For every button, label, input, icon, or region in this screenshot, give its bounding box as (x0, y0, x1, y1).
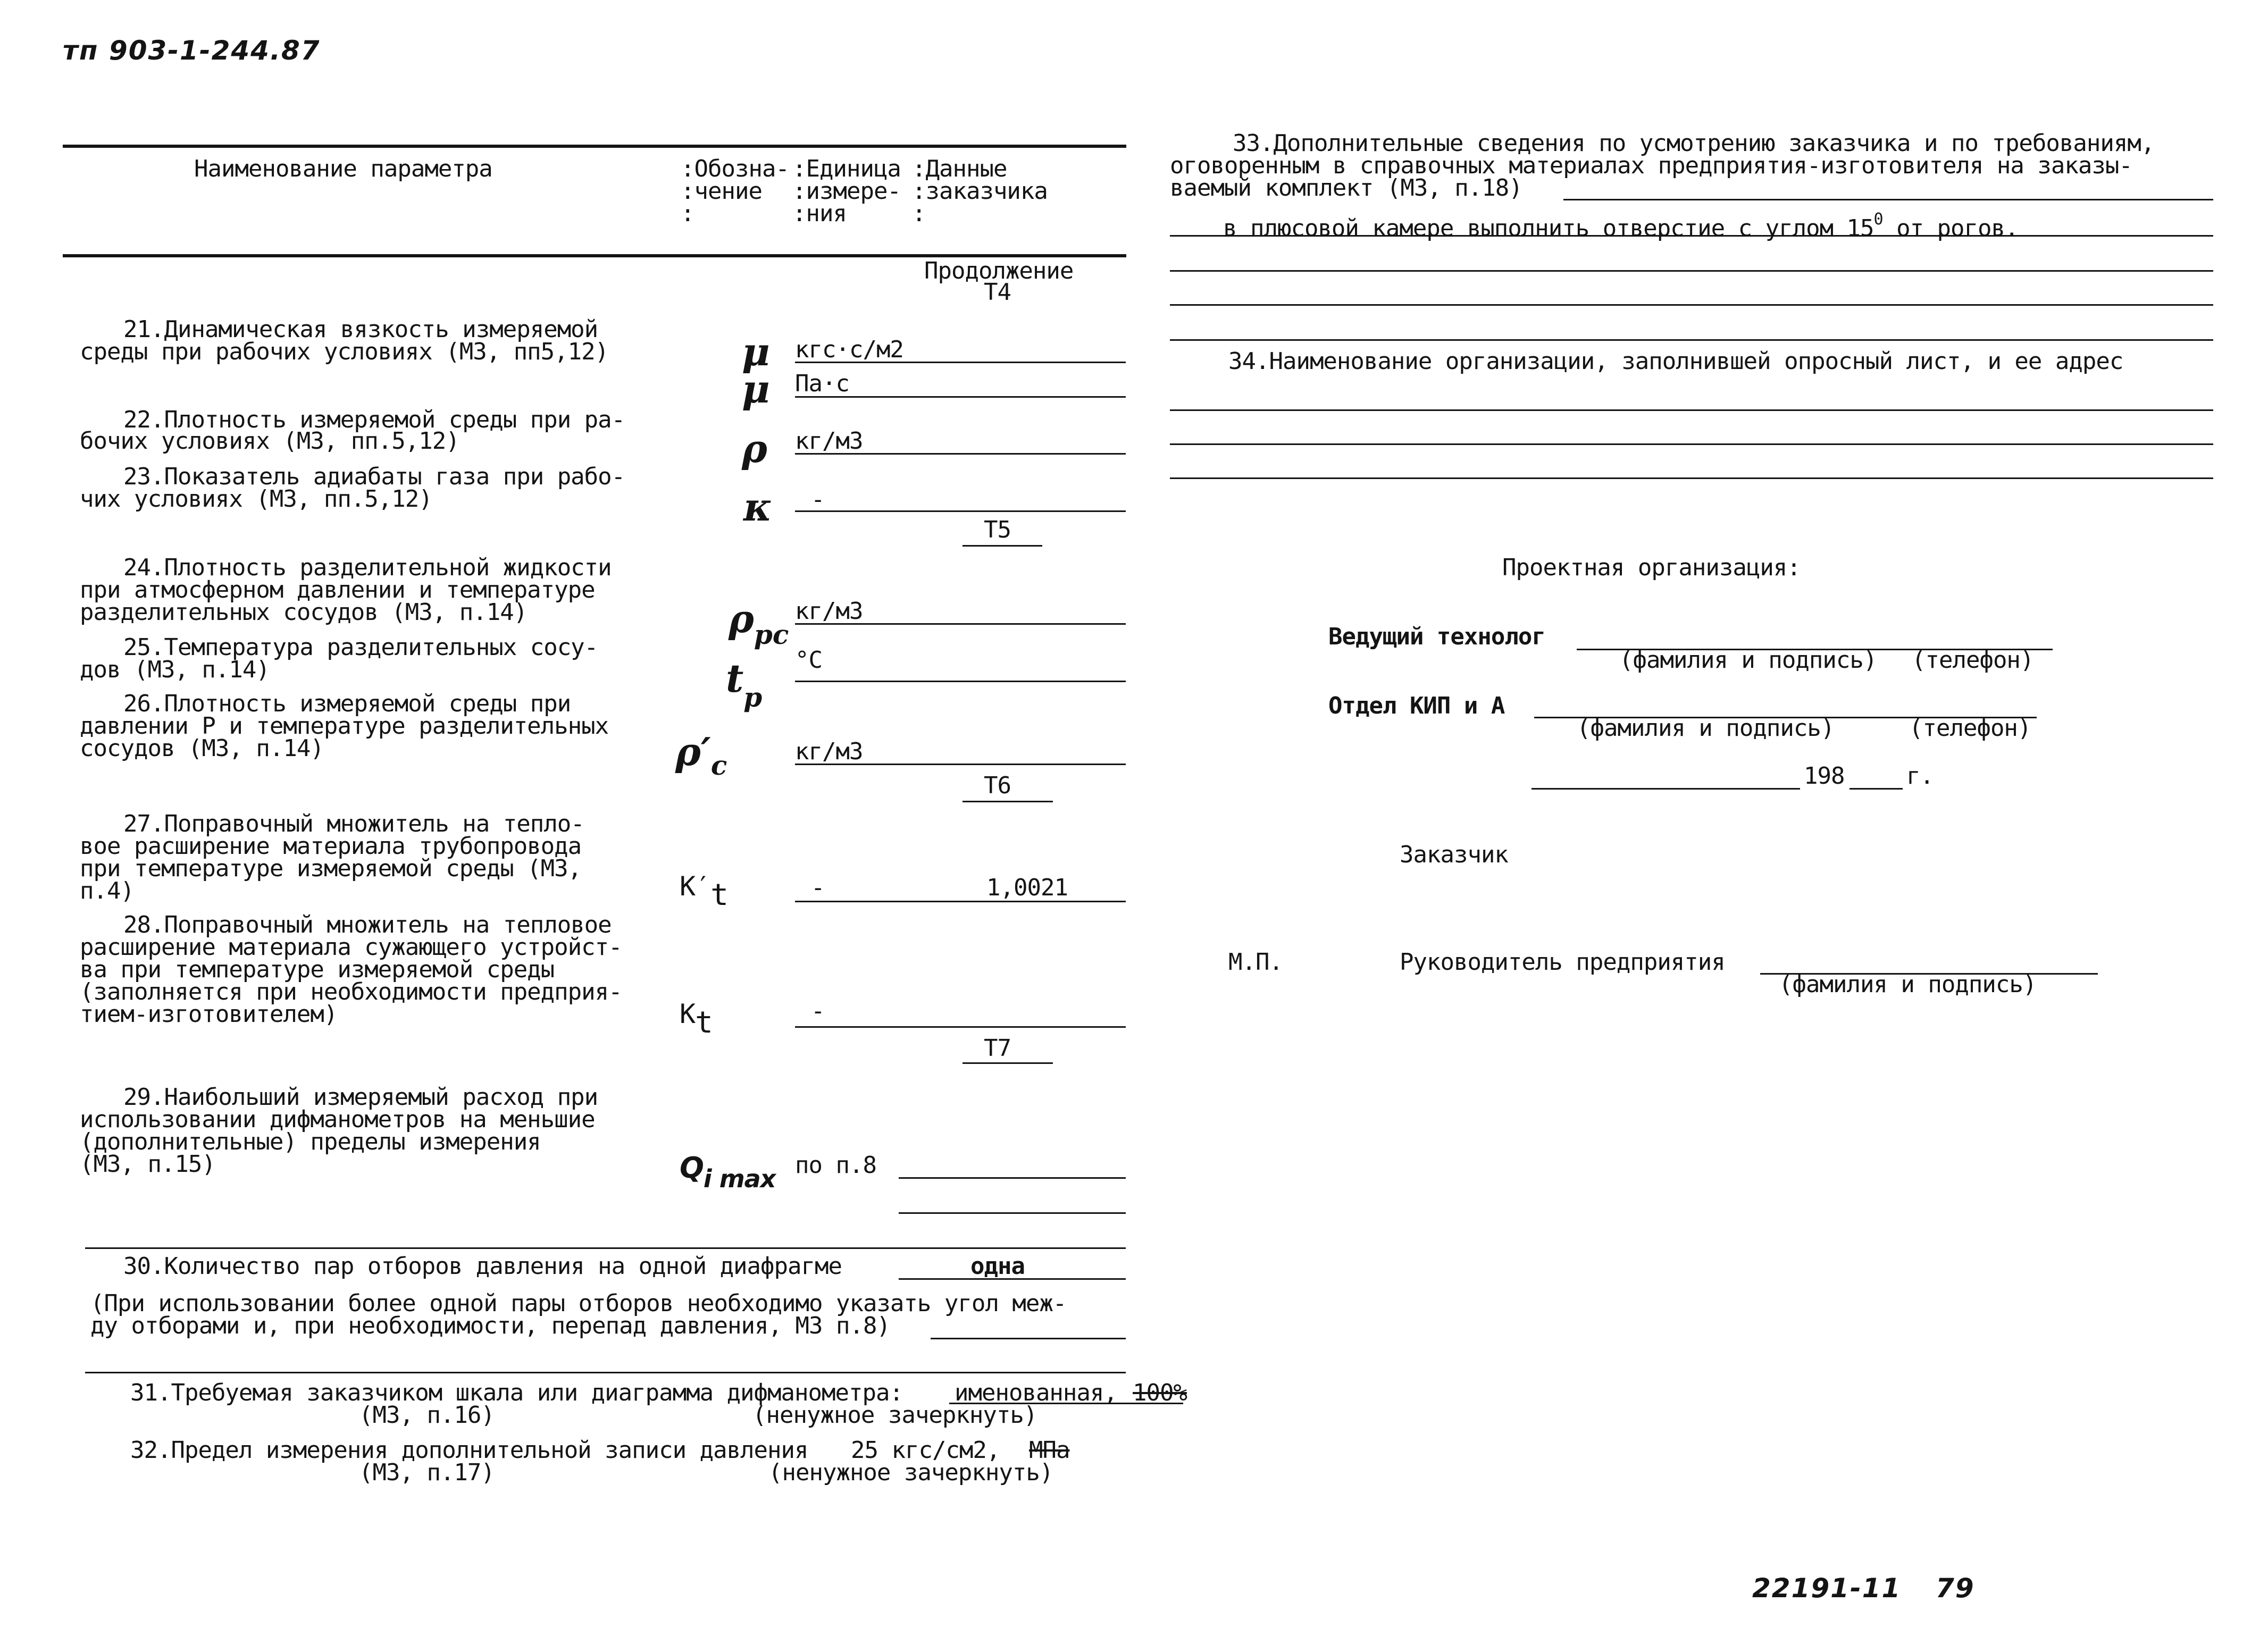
row26-symbol-main: ρ′ (675, 729, 711, 774)
row22-line2: бочих условиях (МЗ, пп.5,12) (80, 427, 459, 455)
row34-line1: 34.Наименование организации, заполнившей опросный лист, и ее адрес (1228, 348, 2123, 375)
col-header-data-2: :заказчика (912, 178, 1048, 205)
row21-symbol-mu: μ (742, 329, 770, 374)
lead-technologist-name-hint: (фамилия и подпись) (1619, 647, 1877, 674)
row27-line2: вое расширение материала трубопровода (80, 833, 582, 860)
row32-ref: (МЗ, п.17) (359, 1459, 495, 1486)
stamp-place-label: М.П. (1228, 949, 1283, 976)
row33-answer-degree: 0 (1873, 210, 1883, 229)
row29-unit: по п.8 (795, 1152, 876, 1179)
row25-fill-line (795, 681, 1126, 682)
row33-fill-line-4 (1170, 304, 2213, 306)
row34-fill-line-1 (1170, 409, 2213, 411)
row25-symbol-main: t (726, 656, 744, 701)
row26-line1: 26.Плотность измеряемой среды при (123, 690, 571, 717)
col-header-data-1: :Данные (912, 155, 1007, 182)
row27-value: 1,0021 (986, 874, 1068, 901)
row31-top-rule (85, 1372, 1126, 1373)
row25-unit: °С (795, 647, 822, 674)
col-header-unit-1: :Единица (792, 155, 901, 182)
row33-answer-text: в плюсовой камере выполнить отверстие с углом 15 (1223, 215, 1874, 242)
col-header-unit-3: :ния (792, 200, 847, 227)
row25-line2: дов (МЗ, п.14) (80, 656, 270, 683)
section-t5-label: Т5 (984, 516, 1011, 543)
row24-symbol-sub: рс (754, 619, 789, 650)
row21-unit-kgf: кгс·с/м2 (795, 336, 903, 363)
row29-symbol-qi-max (680, 1151, 776, 1193)
row31-line1: 31.Требуемая заказчиком шкала или диаграмма дифманометра: (130, 1379, 903, 1406)
date-year-suffix: г. (1906, 762, 1934, 790)
date-year-prefix: 198 (1804, 762, 1845, 790)
lead-technologist-label: Ведущий технолог (1328, 623, 1545, 650)
row30-line2: (При использовании более одной пары отборов необходимо указать угол меж- (90, 1290, 1067, 1317)
row29-line4: (МЗ, п.15) (80, 1151, 215, 1178)
kip-dept-label: Отдел КИП и А (1328, 692, 1505, 719)
row34-fill-line-3 (1170, 477, 2213, 479)
row21-fill-line-1 (795, 362, 1126, 363)
director-label: Руководитель предприятия (1400, 949, 1725, 976)
row29-symbol-sub: i max (703, 1164, 776, 1193)
row32-line1: 32.Предел измерения дополнительной записи давления (130, 1437, 808, 1464)
row31-struck-option: 100% (1133, 1379, 1187, 1406)
col-header-unit-2: :измере- (792, 178, 901, 205)
row27-line1: 27.Поправочный множитель на тепло- (123, 810, 584, 837)
continuation-label: Продолжение (924, 257, 1074, 284)
row30-line3: ду отборами и, при необходимости, перепад давления, МЗ п.8) (90, 1312, 890, 1339)
row30-value: одна (970, 1253, 1025, 1280)
row27-symbol-sub: t (710, 878, 728, 912)
row25-symbol-tp (726, 656, 763, 713)
row33-line3: ваемый комплект (МЗ, п.18) (1170, 174, 1522, 202)
row22-fill-line (795, 453, 1126, 455)
row30-line1: 30.Количество пар отборов давления на одной диафрагме (123, 1253, 842, 1280)
footer-page-number: 79 (1936, 1573, 1975, 1604)
row25-symbol-sub: р (743, 682, 763, 713)
row23-fill-line (795, 510, 1126, 512)
row26-line3: сосудов (МЗ, п.14) (80, 735, 324, 762)
row22-line1: 22.Плотность измеряемой среды при ра- (123, 406, 625, 433)
row27-unit: - (811, 874, 825, 901)
row34-fill-line-2 (1170, 443, 2213, 445)
col-header-symbol-3: : (681, 200, 694, 227)
row24-fill-line (795, 623, 1126, 625)
row24-symbol-main: ρ (729, 596, 754, 641)
doc-code: тп 903-1-244.87 (63, 35, 321, 66)
row26-symbol-sub: с (710, 750, 727, 781)
col-header-data-3: : (912, 200, 926, 227)
row21-line1: 21.Динамическая вязкость измеряемой (123, 316, 598, 343)
kip-dept-phone-hint: (телефон) (1909, 715, 2031, 742)
section-t5-underline (963, 545, 1042, 547)
section-t7-underline (963, 1062, 1053, 1064)
row28-symbol-kt (680, 1001, 713, 1038)
row26-unit: кг/м3 (795, 738, 863, 765)
row30-fill-line (899, 1278, 1126, 1280)
row29-fill-line-2 (899, 1212, 1126, 1214)
row26-line2: давлении Р и температуре разделительных (80, 712, 609, 740)
col-header-symbol-2: :чение (681, 178, 762, 205)
row28-fill-line (795, 1026, 1126, 1028)
row28-line2: расширение материала сужающего устройст- (80, 934, 622, 961)
row23-line1: 23.Показатель адиабаты газа при рабо- (123, 463, 625, 490)
row32-note: (ненужное зачеркнуть) (768, 1459, 1053, 1486)
row25-line1: 25.Температура разделительных сосу- (123, 634, 598, 661)
row27-line3: при температуре измеряемой среды (МЗ, (80, 855, 582, 882)
date-year-line (1849, 788, 1903, 790)
director-name-hint: (фамилия и подпись) (1779, 971, 2037, 998)
row28-line4: (заполняется при необходимости предприя- (80, 978, 622, 1005)
row28-symbol-main: K (680, 999, 696, 1029)
row31-value: именованная, (955, 1379, 1117, 1406)
row28-value: - (811, 997, 825, 1025)
row33-line1: 33.Дополнительные сведения по усмотрению заказчика и по требованиям, (1233, 130, 2155, 157)
row33-line2: оговоренным в справочных материалах предприятия-изготовителя на заказы- (1170, 152, 2132, 179)
table-top-rule (63, 145, 1126, 148)
row30-fill-line-2 (931, 1338, 1126, 1339)
row27-symbol-kt-prime (680, 873, 728, 910)
footer-code: 22191-11 (1752, 1573, 1902, 1604)
row29-line3: (дополнительные) пределы измерения (80, 1128, 541, 1155)
row24-line2: при атмосферном давлении и температуре (80, 576, 595, 603)
row27-symbol-main: K′ (680, 871, 711, 902)
row23-symbol-kappa: κ (743, 484, 772, 530)
section-t7-label: Т7 (984, 1035, 1011, 1062)
continuation-table-t4: Т4 (984, 279, 1011, 306)
row21-symbol-mu-2: μ (742, 366, 770, 412)
row28-line5: тием-изготовителем) (80, 1001, 338, 1028)
col-header-symbol-1: :Обозна- (681, 155, 789, 182)
row33-fill-line-1 (1563, 199, 2213, 200)
section-t6-label: Т6 (984, 772, 1011, 799)
row26-fill-line (795, 764, 1126, 765)
row28-line3: ва при температуре измеряемой среды (80, 956, 555, 983)
row27-fill-line (795, 901, 1126, 902)
row33-fill-line-2 (1170, 235, 2213, 237)
row23-value: - (811, 486, 825, 513)
row24-symbol-rho-pc (729, 596, 789, 650)
lead-technologist-phone-hint: (телефон) (1912, 647, 2034, 674)
row24-line1: 24.Плотность разделительной жидкости (123, 554, 612, 581)
row29-line2: использовании дифманометров на меньшие (80, 1106, 595, 1133)
row28-line1: 28.Поправочный множитель на тепловое (123, 911, 612, 938)
section-t6-underline (963, 801, 1053, 802)
row32-struck-option: МПа (1029, 1437, 1070, 1464)
col-header-name: Наименование параметра (194, 155, 492, 182)
row29-symbol-main: Q (680, 1151, 704, 1185)
row21-unit-pa: Па·с (795, 370, 849, 397)
row33-answer-tail: от рогов. (1882, 215, 2019, 242)
row23-line2: чих условиях (МЗ, пп.5,12) (80, 485, 432, 513)
row21-fill-line-2 (795, 396, 1126, 398)
row29-fill-line-1 (899, 1177, 1126, 1179)
row31-note: (ненужное зачеркнуть) (752, 1402, 1037, 1429)
row28-symbol-sub: t (695, 1005, 713, 1040)
row31-ref: (МЗ, п.16) (359, 1402, 495, 1429)
row30-top-rule (85, 1247, 1126, 1249)
row24-unit: кг/м3 (795, 598, 863, 625)
row27-line4: п.4) (80, 877, 134, 904)
row22-unit: кг/м3 (795, 427, 863, 455)
row29-line1: 29.Наибольший измеряемый расход при (123, 1084, 598, 1111)
project-org-heading: Проектная организация: (1502, 554, 1801, 581)
row21-line2: среды при рабочих условиях (МЗ, пп5,12) (80, 338, 609, 365)
row34-top-rule (1170, 339, 2213, 341)
row26-symbol-rho-c (675, 729, 727, 781)
row22-symbol-rho: ρ (742, 426, 767, 471)
kip-dept-name-hint: (фамилия и подпись) (1577, 715, 1835, 742)
date-day-line (1531, 788, 1800, 790)
row33-fill-line-3 (1170, 270, 2213, 272)
row24-line3: разделительных сосудов (МЗ, п.14) (80, 599, 528, 626)
customer-heading: Заказчик (1400, 841, 1508, 868)
row32-value: 25 кгс/см2, (851, 1437, 1000, 1464)
